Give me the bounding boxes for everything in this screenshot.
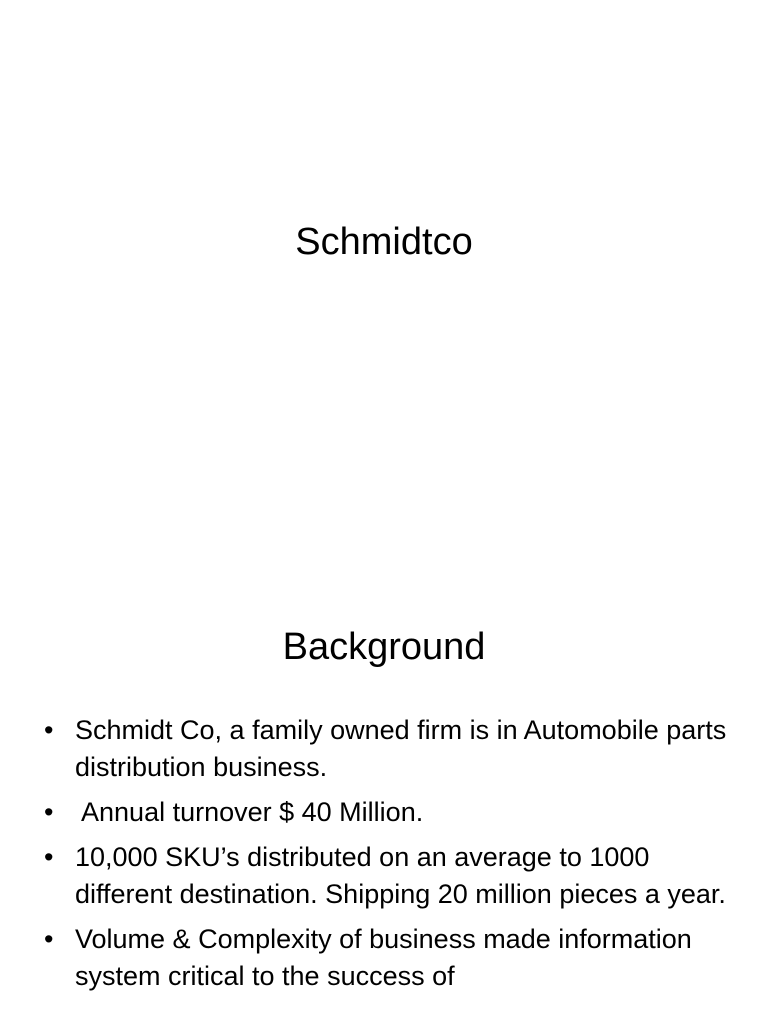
bullet-icon: • bbox=[44, 924, 54, 954]
bullet-text: Volume & Complexity of business made information system critical to the success of bbox=[75, 924, 692, 991]
bullet-icon: • bbox=[44, 797, 54, 827]
bullet-item bbox=[42, 921, 732, 995]
bullet-icon: • bbox=[44, 715, 54, 745]
bullet-text: Schmidt Co, a family owned firm is in Automobile parts distribution business. bbox=[75, 715, 727, 782]
background-slide bbox=[0, 576, 768, 1024]
bullet-text: Annual turnover $ 40 Million. bbox=[75, 797, 424, 827]
bullet-item bbox=[42, 839, 732, 913]
bullet-text: 10,000 SKU’s distributed on an average to 1000 different destination. Shipping 20 million pieces a year. bbox=[75, 842, 726, 909]
bullet-list bbox=[42, 712, 732, 1003]
slide-title: Background bbox=[282, 626, 486, 668]
slide-title: Schmidtco bbox=[295, 221, 473, 263]
bullet-item bbox=[42, 712, 732, 786]
bullet-item bbox=[42, 794, 732, 831]
bullet-icon: • bbox=[44, 842, 54, 872]
